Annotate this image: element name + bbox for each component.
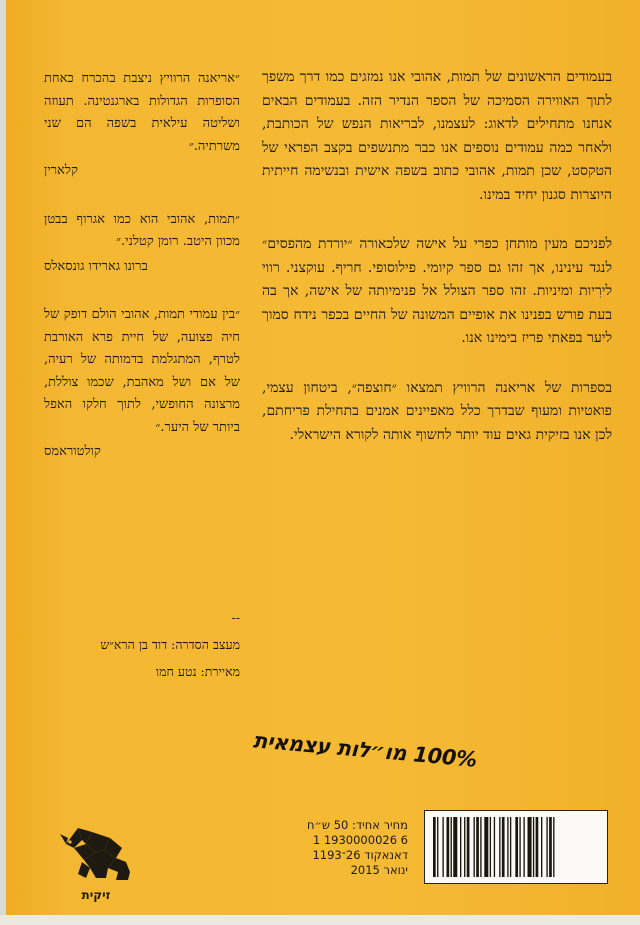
review-quote: ״בין עמודי תמות, אהובי הולם דופק של חיה פצועה, של חיית פרא האורבת לטרף, המתגלמת בדמותה של רעיה, של אם ושל מאהבת, שכמו צוללת, מרצונה החופשי, לתוך חלקו האפל ביותר של היער.״	[44, 307, 240, 435]
price-block	[258, 818, 408, 878]
review-attribution: קולטוראמס	[44, 444, 101, 459]
review-quote: ״תמות, אהובי הוא כמו אגרוף בבטן מכוון היטב. רומן קטלני.״	[44, 211, 240, 249]
publication-date: ינואר 2015	[350, 863, 408, 877]
illustrator-credit: מאיירת: נטע חמו	[155, 664, 240, 679]
catalog-number: דאנאקוד 26־1193	[312, 848, 408, 862]
review-2	[44, 209, 240, 279]
series-editor-credit: מעצב הסדרה: דוד בן הרא״ש	[100, 637, 240, 652]
independent-publishing-stamp: 100% מו״לות עצמאית	[252, 728, 478, 772]
reviews-column	[44, 68, 240, 490]
review-attribution: קלארין	[44, 163, 78, 178]
credits-divider: --	[231, 610, 240, 625]
page-edge-bottom	[0, 915, 640, 925]
publisher-name: זיקית	[81, 888, 111, 902]
review-quote: ״אריאנה הרוויץ ניצבת בהכרח כאחת הסופרות הגדולות בארגנטינה. תעוזה ושליטה עילאית בשפה הם שני משרתיה.״	[44, 71, 240, 154]
credits	[40, 604, 240, 685]
blurb-column	[262, 66, 612, 473]
review-attribution: ברונו גארידו גונסאלס	[44, 258, 148, 274]
blurb-paragraph-2: לפניכם מעין מותחן כפרי על אישה שלכאורה ״יורדת מהפסים״ לנגד עינינו, אך זהו גם ספר קיומי. פילוסופי. חריף. עוקצני. רווי לירִיות ומיניות. זהו ספר הצולל אל פנימיותה של אישה, אך בה בעת פורש בפנינו את אופיים המשונה של החיים בכפר נידח סמוך ליער בפאתי פריז בימינו אנו.	[262, 236, 612, 346]
review-1	[44, 68, 240, 183]
price-line: מחיר אחיד: 50 ש״ח	[307, 818, 408, 832]
chameleon-logo-icon	[56, 822, 134, 886]
review-3	[44, 304, 240, 464]
page-edge	[0, 0, 6, 925]
barcode-number: 1 1930000026 6	[312, 833, 408, 847]
blurb-paragraph-3: בספרות של אריאנה הרוויץ תמצאו ״חוצפה״, ביטחון עצמי, פואטיות ומעוף שבדרך כלל מאפיינים אמנים בתחילת פריחתם, לכן אנו בזיקית גאים עוד יותר לחשוף אותה לקורא הישראלי.	[262, 379, 612, 443]
barcode-icon	[425, 811, 607, 883]
barcode	[424, 810, 608, 884]
blurb-paragraph-1: בעמודים הראשונים של תמות, אהובי אנו נמזגים כמו דרך משפך לתוך האווירה הסמיכה של הספר הנדיר הזה. בעמודים הבאים אנחנו מתחילים לדאוג: לעצמנו, לבריאות הנפש של הכותבת, ולאחר כמה עמודים נוספים אנו כבר מתנשפים בקצב הפראי של הטקסט, שכן תמות, אהובי כתוב בשפה אישית ובנשימה חייתית היוצרות סגנון יחיד במינו.	[262, 69, 612, 203]
